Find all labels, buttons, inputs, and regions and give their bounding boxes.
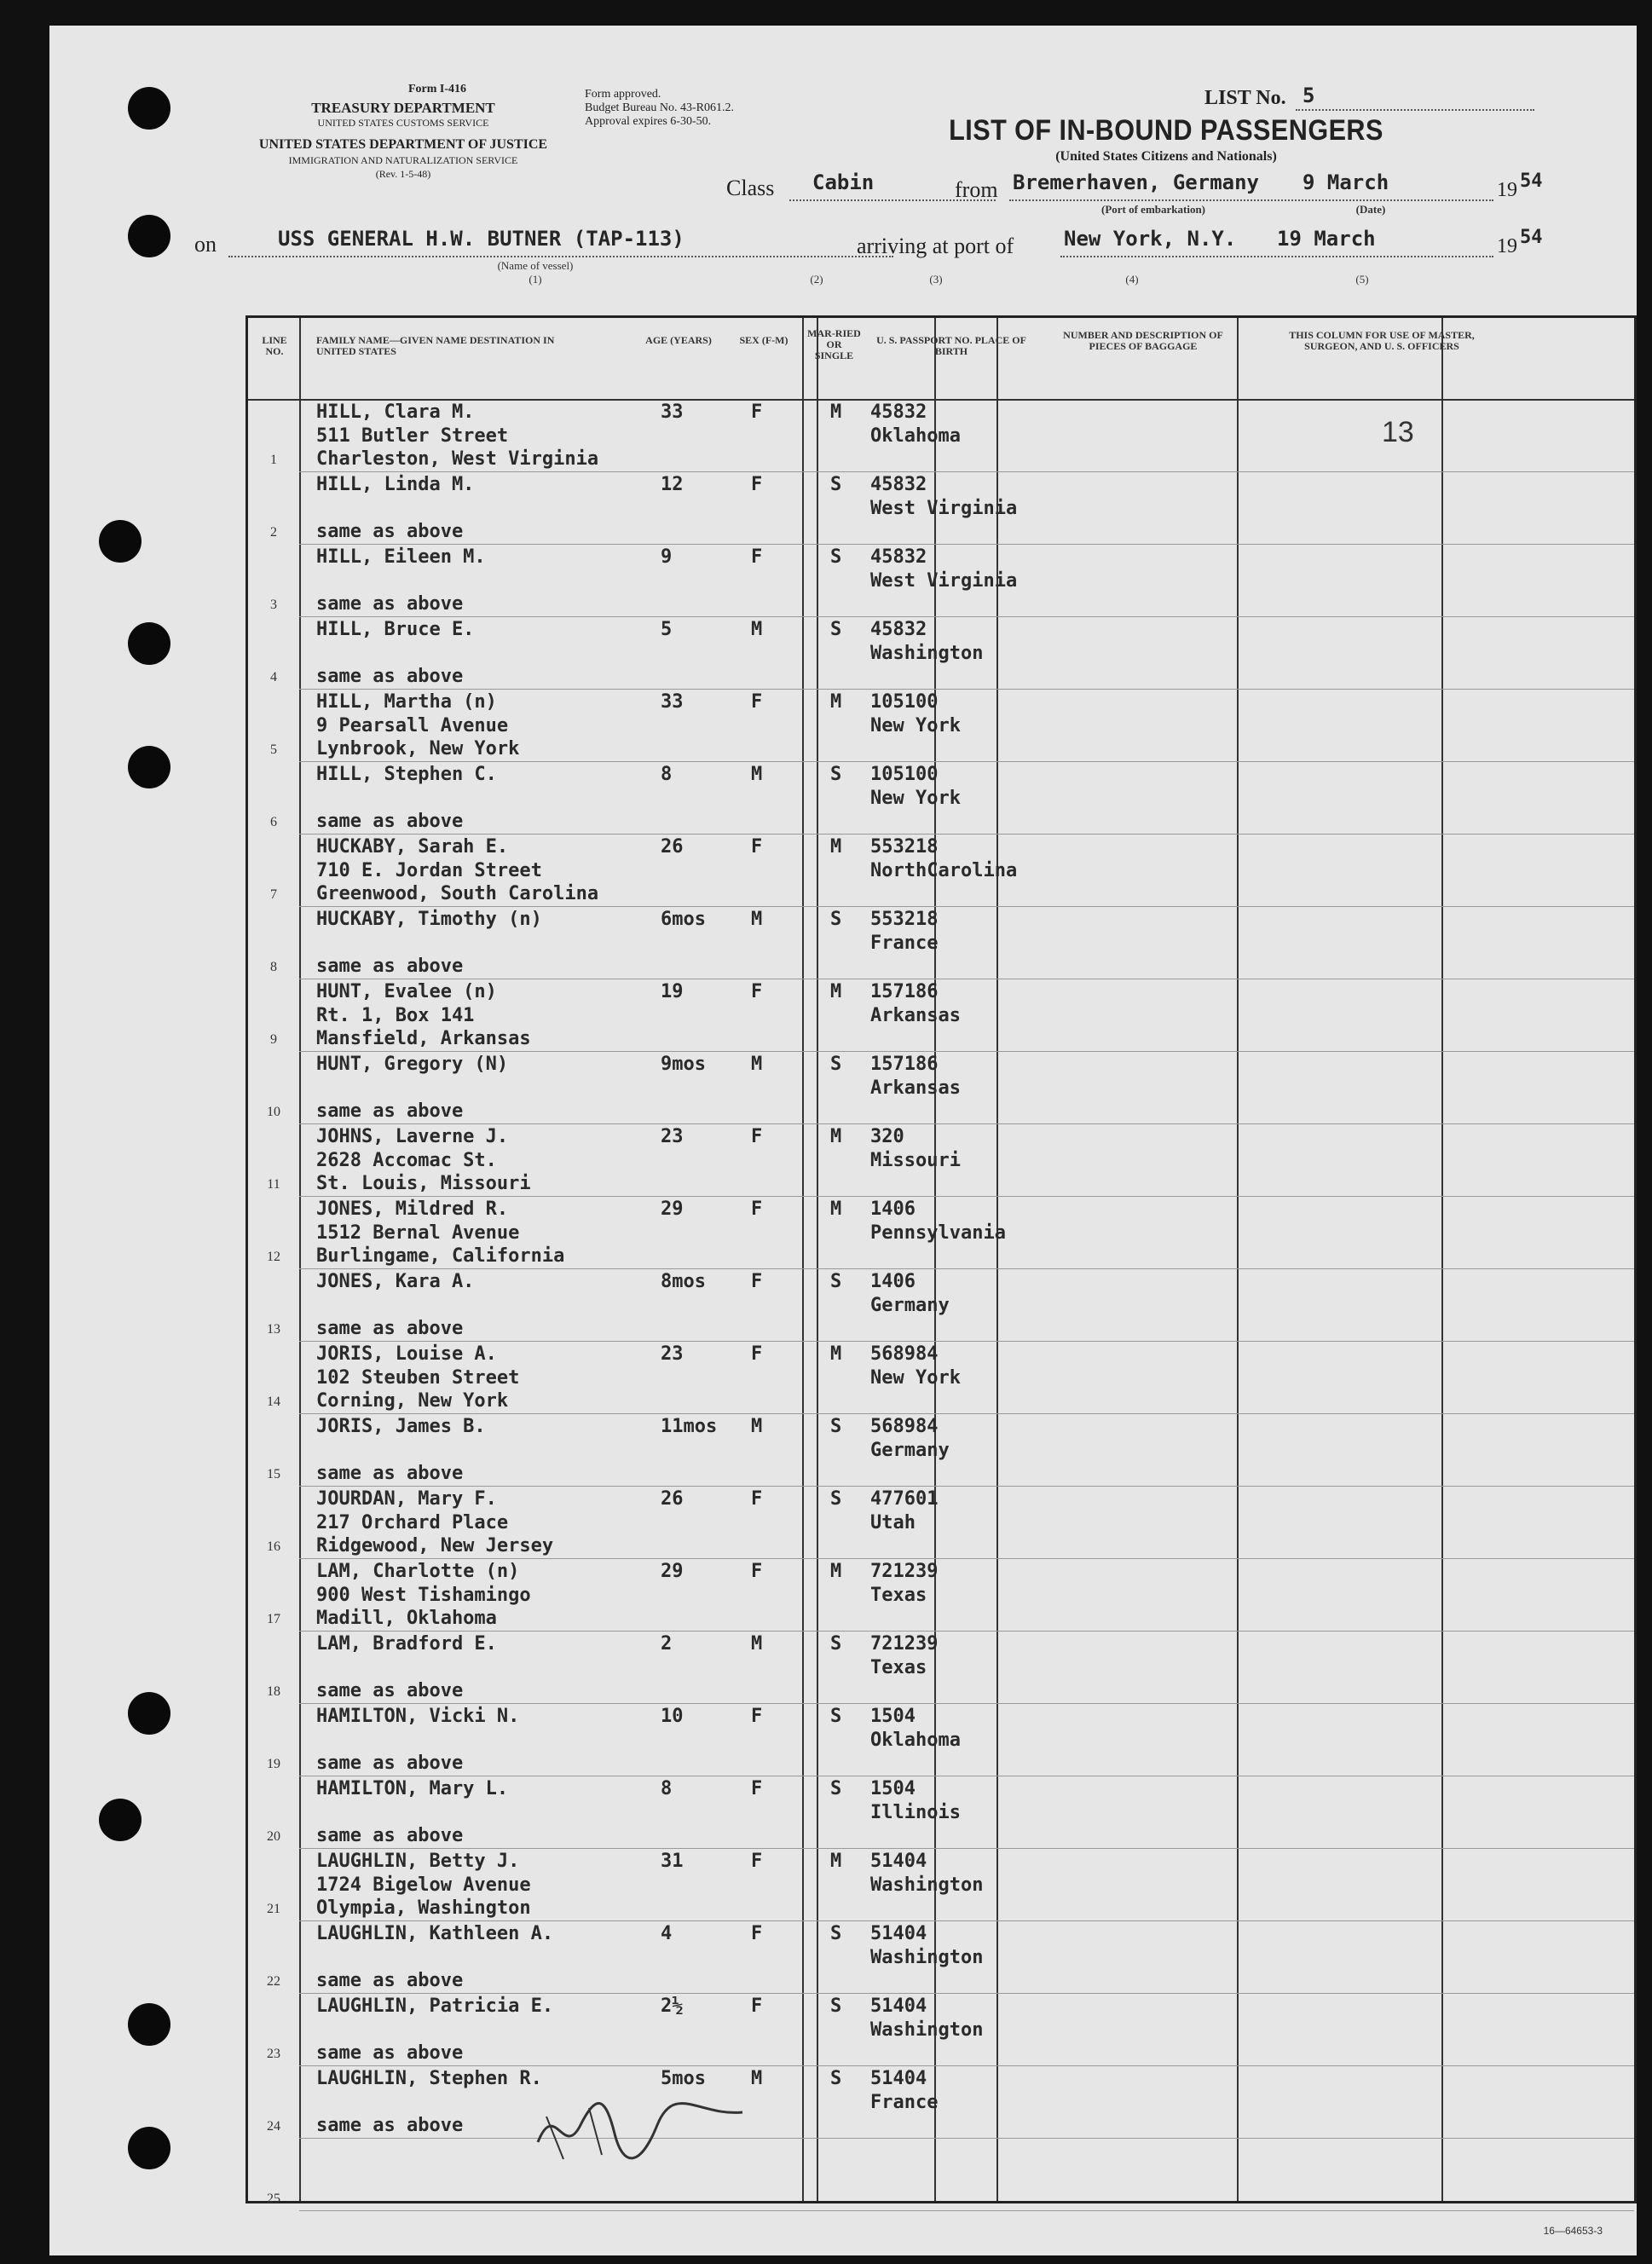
passenger-age: 2½ [661, 1995, 684, 2017]
passenger-sex: F [751, 1198, 763, 1220]
arrival-year-suffix: 54 [1520, 227, 1543, 248]
punch-hole [128, 622, 170, 665]
passenger-sex: F [751, 1778, 763, 1799]
marital-status: S [830, 619, 842, 640]
passenger-age: 23 [661, 1126, 684, 1147]
passport-number: 45832 [870, 474, 927, 495]
passenger-name: HUNT, Gregory (N) [316, 1054, 509, 1075]
marital-status: S [830, 2068, 842, 2089]
col-family-name: FAMILY NAME—GIVEN NAME DESTINATION IN UNITED STATES [316, 334, 555, 357]
marital-status: S [830, 474, 842, 495]
line-number: 23 [267, 2047, 280, 2061]
line-number: 11 [267, 1177, 280, 1192]
arrival-year-prefix: 19 [1497, 235, 1517, 257]
passenger-destination: Corning, New York [316, 1390, 509, 1412]
passenger-age: 33 [661, 401, 684, 423]
passenger-age: 29 [661, 1198, 684, 1220]
punch-hole [128, 1692, 170, 1735]
marital-status: S [830, 1416, 842, 1437]
table-row [248, 1776, 1634, 1848]
table-row [248, 1703, 1634, 1776]
passenger-destination: same as above [316, 956, 464, 977]
table-row [248, 1268, 1634, 1341]
passenger-age: 6mos [661, 909, 706, 930]
passport-number: 45832 [870, 619, 927, 640]
form-footer-code: 16—64653-3 [1543, 2225, 1603, 2237]
passport-number: 1406 [870, 1198, 916, 1220]
place-of-birth: France [870, 933, 939, 954]
marital-status: M [830, 1561, 842, 1582]
line-number: 17 [267, 1612, 280, 1626]
line-number: 2 [270, 525, 277, 540]
table-row [248, 471, 1634, 544]
passport-number: 568984 [870, 1343, 939, 1365]
table-row [248, 1486, 1634, 1558]
passenger-name: JONES, Mildred R. [316, 1198, 509, 1220]
line-number: 18 [267, 1684, 280, 1699]
marital-status: M [830, 1198, 842, 1220]
place-of-birth: West Virginia [870, 570, 1018, 592]
passenger-name: JONES, Kara A. [316, 1271, 475, 1292]
arrival-date: 19 March [1277, 227, 1376, 251]
passenger-name: JOURDAN, Mary F. [316, 1488, 497, 1510]
passenger-destination: Olympia, Washington [316, 1897, 531, 1919]
place-of-birth: Germany [870, 1440, 950, 1461]
passenger-name: JOHNS, Laverne J. [316, 1126, 509, 1147]
list-no-label: LIST No. [1204, 87, 1286, 109]
passport-number: 553218 [870, 909, 939, 930]
col-passport: U. S. PASSPORT NO. PLACE OF BIRTH [876, 334, 1026, 357]
passenger-destination: same as above [316, 1970, 464, 1991]
line-number: 12 [267, 1250, 280, 1264]
marital-status: M [830, 1851, 842, 1872]
ins-service: IMMIGRATION AND NATURALIZATION SERVICE [288, 154, 518, 166]
passenger-sex: M [751, 2068, 763, 2089]
passport-number: 157186 [870, 981, 939, 1002]
place-of-birth: Arkansas [870, 1077, 961, 1099]
passenger-name: HILL, Martha (n) [316, 691, 497, 713]
passenger-age: 12 [661, 474, 684, 495]
from-value: Bremerhaven, Germany [1013, 170, 1259, 194]
passenger-age: 11mos [661, 1416, 718, 1437]
passenger-address: 102 Steuben Street [316, 1367, 520, 1389]
place-of-birth: Germany [870, 1295, 950, 1316]
passenger-destination: same as above [316, 521, 464, 542]
passport-number: 105100 [870, 764, 939, 785]
approval-line: Form approved. [585, 88, 661, 101]
passport-number: 1406 [870, 1271, 916, 1292]
line-number: 9 [270, 1032, 277, 1047]
passenger-sex: F [751, 1126, 763, 1147]
passenger-destination: Charleston, West Virginia [316, 448, 599, 470]
place-of-birth: New York [870, 1367, 961, 1389]
class-value: Cabin [812, 170, 875, 194]
passenger-age: 31 [661, 1851, 684, 1872]
place-of-birth: Oklahoma [870, 425, 961, 447]
marital-status: S [830, 1706, 842, 1727]
passenger-name: HAMILTON, Mary L. [316, 1778, 509, 1799]
table-row [248, 1051, 1634, 1123]
line-number: 3 [270, 598, 277, 612]
passenger-age: 8mos [661, 1271, 706, 1292]
passenger-address: 2628 Accomac St. [316, 1150, 497, 1171]
passenger-name: LAUGHLIN, Patricia E. [316, 1995, 554, 2017]
place-of-birth: Oklahoma [870, 1730, 961, 1751]
col-line-no: LINE NO. [262, 334, 287, 357]
punch-hole [128, 215, 170, 257]
marital-status: S [830, 1995, 842, 2017]
passenger-destination: same as above [316, 666, 464, 687]
passenger-age: 5 [661, 619, 673, 640]
passenger-age: 33 [661, 691, 684, 713]
table-row [248, 2065, 1634, 2138]
line-number: 4 [270, 670, 277, 684]
passport-number: 51404 [870, 2068, 927, 2089]
passenger-name: LAM, Bradford E. [316, 1633, 497, 1655]
passenger-sex: F [751, 1923, 763, 1944]
passenger-sex: F [751, 474, 763, 495]
passenger-age: 19 [661, 981, 684, 1002]
column-number: (1) [529, 273, 542, 286]
passenger-sex: F [751, 546, 763, 568]
list-no-line [1296, 109, 1534, 111]
marital-status: S [830, 1271, 842, 1292]
marital-status: M [830, 1343, 842, 1365]
passenger-destination: same as above [316, 593, 464, 615]
table-row [248, 1341, 1634, 1413]
marital-status: M [830, 981, 842, 1002]
marital-status: M [830, 401, 842, 423]
column-number: (3) [929, 273, 943, 286]
passenger-destination: same as above [316, 1463, 464, 1484]
place-of-birth: Texas [870, 1657, 927, 1678]
passport-number: 477601 [870, 1488, 939, 1510]
passenger-sex: F [751, 981, 763, 1002]
passenger-sex: F [751, 401, 763, 423]
passenger-destination: same as above [316, 1825, 464, 1846]
marital-status: M [830, 691, 842, 713]
form-number: Form I-416 [407, 83, 467, 95]
from-line [1009, 199, 1493, 201]
table-row [248, 906, 1634, 979]
passenger-sex: M [751, 764, 763, 785]
line-number: 20 [267, 1829, 280, 1844]
place-of-birth: France [870, 2092, 939, 2113]
treasury-dept: TREASURY DEPARTMENT [311, 100, 495, 116]
passenger-age: 5mos [661, 2068, 706, 2089]
approval-line: Approval expires 6-30-50. [585, 115, 712, 128]
place-of-birth: Illinois [870, 1802, 961, 1823]
passenger-destination: same as above [316, 811, 464, 832]
line-number: 14 [267, 1395, 280, 1409]
line-number: 5 [270, 742, 277, 757]
departure-year-suffix: 54 [1520, 170, 1543, 192]
place-of-birth: Arkansas [870, 1005, 961, 1026]
vessel-caption: (Name of vessel) [497, 259, 574, 272]
place-of-birth: New York [870, 788, 961, 809]
punch-hole [128, 2003, 170, 2046]
passenger-address: 511 Butler Street [316, 425, 509, 447]
manifest-page [49, 26, 1637, 2255]
punch-hole [128, 2127, 170, 2169]
departure-date: 9 March [1303, 170, 1389, 194]
passenger-age: 9mos [661, 1054, 706, 1075]
marital-status: S [830, 1778, 842, 1799]
passenger-sex: F [751, 836, 763, 858]
marital-status: S [830, 546, 842, 568]
vessel-line [228, 256, 893, 257]
table-row [248, 399, 1634, 471]
place-of-birth: Utah [870, 1512, 916, 1533]
passenger-sex: M [751, 1054, 763, 1075]
line-number: 1 [270, 453, 277, 467]
row-divider [299, 2210, 1634, 2211]
passenger-name: HUCKABY, Sarah E. [316, 836, 509, 858]
table-row [248, 1413, 1634, 1486]
col-officers: THIS COLUMN FOR USE OF MASTER, SURGEON, AND U. S. OFFICERS [1289, 329, 1475, 352]
passenger-destination: Madill, Oklahoma [316, 1608, 497, 1629]
passport-number: 721239 [870, 1633, 939, 1655]
passenger-table [245, 315, 1637, 2206]
passenger-sex: F [751, 1706, 763, 1727]
list-no-value: 5 [1303, 84, 1315, 107]
customs-service: UNITED STATES CUSTOMS SERVICE [317, 117, 489, 129]
approval-line: Budget Bureau No. 43-R061.2. [585, 101, 734, 114]
passenger-sex: F [751, 1271, 763, 1292]
passport-number: 1504 [870, 1778, 916, 1799]
passenger-address: 710 E. Jordan Street [316, 860, 542, 881]
table-row [248, 2138, 1634, 2210]
passenger-name: JORIS, Louise A. [316, 1343, 497, 1365]
marital-status: S [830, 1488, 842, 1510]
passenger-name: LAUGHLIN, Kathleen A. [316, 1923, 554, 1944]
passenger-address: Rt. 1, Box 141 [316, 1005, 475, 1026]
place-of-birth: West Virginia [870, 498, 1018, 519]
passport-number: 553218 [870, 836, 939, 858]
passport-number: 105100 [870, 691, 939, 713]
place-of-birth: New York [870, 715, 961, 736]
officer-annotation: 13 [1382, 416, 1414, 448]
line-number: 19 [267, 1757, 280, 1771]
place-of-birth: Washington [870, 1874, 984, 1896]
place-of-birth: Pennsylvania [870, 1222, 1006, 1244]
passenger-name: HILL, Linda M. [316, 474, 475, 495]
passenger-destination: same as above [316, 1318, 464, 1339]
passenger-age: 8 [661, 1778, 673, 1799]
signature-scribble [529, 2091, 751, 2168]
table-row [248, 1920, 1634, 1993]
passenger-sex: F [751, 1851, 763, 1872]
passenger-address: 1512 Bernal Avenue [316, 1222, 520, 1244]
passenger-name: LAUGHLIN, Stephen R. [316, 2068, 542, 2089]
line-number: 21 [267, 1902, 280, 1916]
passenger-destination: same as above [316, 1680, 464, 1701]
table-row [248, 689, 1634, 761]
page-title: LIST OF IN-BOUND PASSENGERS [949, 114, 1383, 147]
table-row [248, 1993, 1634, 2065]
passport-number: 320 [870, 1126, 904, 1147]
form-revision: (Rev. 1-5-48) [375, 168, 431, 180]
passenger-sex: F [751, 1488, 763, 1510]
passenger-sex: M [751, 1416, 763, 1437]
line-number: 24 [267, 2119, 280, 2134]
passport-number: 51404 [870, 1851, 927, 1872]
table-row [248, 1558, 1634, 1631]
place-of-birth: Washington [870, 2019, 984, 2041]
passenger-destination: St. Louis, Missouri [316, 1173, 531, 1194]
date-caption: (Date) [1355, 203, 1386, 216]
table-row [248, 1196, 1634, 1268]
passenger-name: HILL, Eileen M. [316, 546, 486, 568]
line-number: 6 [270, 815, 277, 829]
passenger-destination: same as above [316, 1753, 464, 1774]
table-row [248, 1631, 1634, 1703]
place-of-birth: NorthCarolina [870, 860, 1018, 881]
marital-status: M [830, 1126, 842, 1147]
punch-hole [128, 746, 170, 788]
passenger-sex: F [751, 691, 763, 713]
passenger-name: LAUGHLIN, Betty J. [316, 1851, 520, 1872]
passenger-sex: F [751, 1995, 763, 2017]
line-number: 15 [267, 1467, 280, 1481]
place-of-birth: Missouri [870, 1150, 961, 1171]
place-of-birth: Washington [870, 1947, 984, 1968]
passenger-age: 26 [661, 1488, 684, 1510]
marital-status: S [830, 909, 842, 930]
passport-number: 721239 [870, 1561, 939, 1582]
arriving-label: arriving at port of [857, 234, 1014, 258]
line-number: 13 [267, 1322, 280, 1337]
vessel-name: USS GENERAL H.W. BUTNER (TAP-113) [278, 227, 684, 251]
class-label: Class [726, 176, 775, 200]
passenger-address: 217 Orchard Place [316, 1512, 509, 1533]
table-row [248, 761, 1634, 834]
line-number: 8 [270, 960, 277, 974]
passenger-name: HUNT, Evalee (n) [316, 981, 497, 1002]
port-line [1060, 256, 1493, 257]
column-number: (2) [810, 273, 823, 286]
passenger-name: LAM, Charlotte (n) [316, 1561, 520, 1582]
page-subtitle: (United States Citizens and Nationals) [1055, 149, 1277, 164]
table-row [248, 979, 1634, 1051]
on-label: on [194, 232, 217, 257]
passenger-destination: same as above [316, 2042, 464, 2064]
passenger-age: 10 [661, 1706, 684, 1727]
passenger-age: 26 [661, 836, 684, 858]
marital-status: S [830, 1633, 842, 1655]
passenger-destination: Ridgewood, New Jersey [316, 1535, 554, 1556]
passenger-sex: F [751, 1561, 763, 1582]
table-row [248, 834, 1634, 906]
column-number: (4) [1125, 273, 1139, 286]
passenger-name: HILL, Clara M. [316, 401, 475, 423]
table-row [248, 1123, 1634, 1196]
passenger-name: JORIS, James B. [316, 1416, 486, 1437]
passenger-address: 900 West Tishamingo [316, 1585, 531, 1606]
line-number: 7 [270, 887, 277, 902]
place-of-birth: Texas [870, 1585, 927, 1606]
passenger-name: HILL, Stephen C. [316, 764, 497, 785]
passport-number: 45832 [870, 401, 927, 423]
passenger-age: 23 [661, 1343, 684, 1365]
passenger-destination: Burlingame, California [316, 1245, 565, 1267]
passenger-sex: M [751, 1633, 763, 1655]
passenger-sex: M [751, 619, 763, 640]
justice-dept: UNITED STATES DEPARTMENT OF JUSTICE [258, 137, 548, 152]
from-label: from [955, 177, 998, 202]
col-married: MAR-RIED OR SINGLE [807, 327, 861, 361]
passenger-destination: Greenwood, South Carolina [316, 883, 599, 904]
arrival-port: New York, N.Y. [1064, 227, 1237, 251]
passenger-age: 2 [661, 1633, 673, 1655]
table-row [248, 616, 1634, 689]
column-number: (5) [1355, 273, 1369, 286]
passport-number: 51404 [870, 1923, 927, 1944]
punch-hole [128, 87, 170, 130]
from-caption: (Port of embarkation) [1100, 203, 1206, 216]
passenger-name: HILL, Bruce E. [316, 619, 475, 640]
marital-status: S [830, 1923, 842, 1944]
passenger-address: 9 Pearsall Avenue [316, 715, 509, 736]
marital-status: M [830, 836, 842, 858]
passenger-age: 9 [661, 546, 673, 568]
line-number: 22 [267, 1974, 280, 1989]
col-baggage: NUMBER AND DESCRIPTION OF PIECES OF BAGGAGE [1063, 329, 1223, 352]
passenger-destination: same as above [316, 1100, 464, 1122]
departure-year-prefix: 19 [1497, 179, 1517, 201]
marital-status: S [830, 764, 842, 785]
marital-status: S [830, 1054, 842, 1075]
line-number: 25 [267, 2192, 280, 2206]
passport-number: 1504 [870, 1706, 916, 1727]
line-number: 10 [267, 1105, 280, 1119]
punch-hole [99, 1799, 142, 1841]
place-of-birth: Washington [870, 643, 984, 664]
passenger-destination: Lynbrook, New York [316, 738, 520, 759]
passenger-age: 29 [661, 1561, 684, 1582]
passenger-sex: F [751, 1343, 763, 1365]
line-number: 16 [267, 1539, 280, 1554]
passenger-age: 4 [661, 1923, 673, 1944]
table-row [248, 544, 1634, 616]
passenger-name: HUCKABY, Timothy (n) [316, 909, 542, 930]
passport-number: 568984 [870, 1416, 939, 1437]
passport-number: 45832 [870, 546, 927, 568]
passenger-destination: Mansfield, Arkansas [316, 1028, 531, 1049]
passenger-destination: same as above [316, 2115, 464, 2136]
table-row [248, 1848, 1634, 1920]
passport-number: 157186 [870, 1054, 939, 1075]
passenger-age: 8 [661, 764, 673, 785]
punch-hole [99, 520, 142, 563]
passenger-address: 1724 Bigelow Avenue [316, 1874, 531, 1896]
col-sex: SEX (F-M) [739, 334, 788, 346]
col-age: AGE (YEARS) [645, 334, 712, 346]
passport-number: 51404 [870, 1995, 927, 2017]
passenger-sex: M [751, 909, 763, 930]
passenger-name: HAMILTON, Vicki N. [316, 1706, 520, 1727]
